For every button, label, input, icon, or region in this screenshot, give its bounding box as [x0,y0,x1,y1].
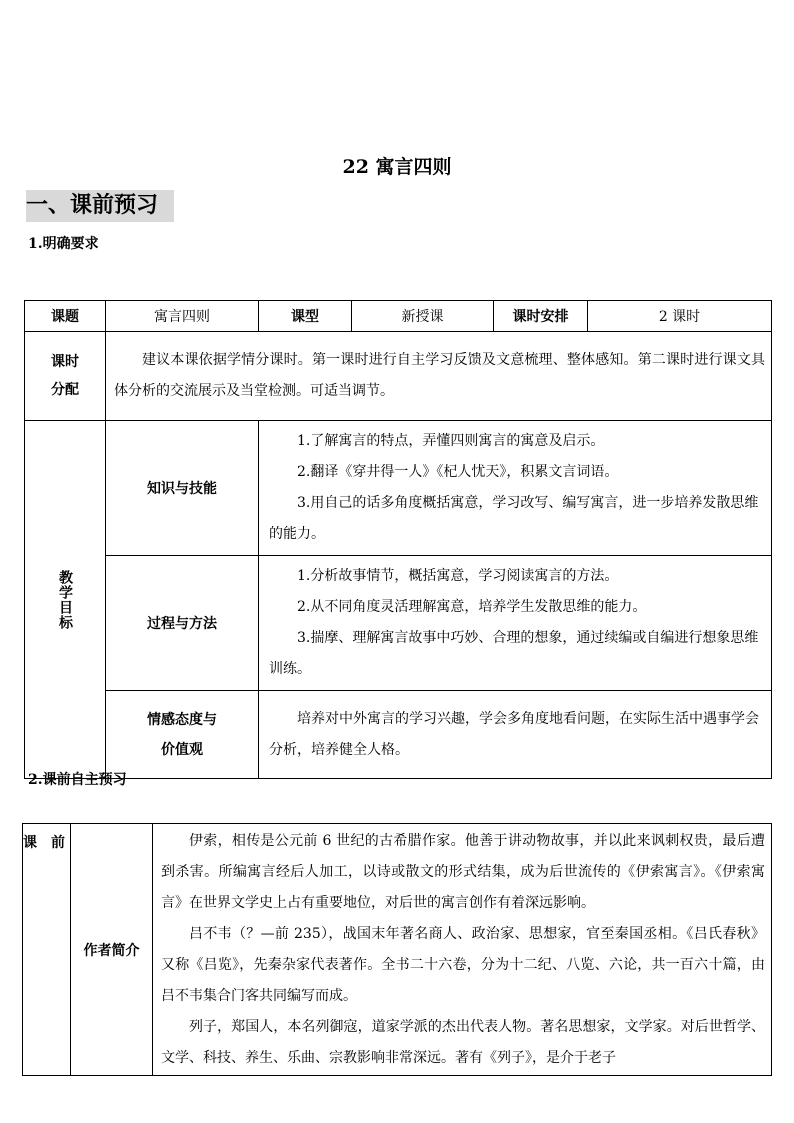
table-row-goal-process [25,556,772,691]
cell-author-category: 作者简介 [71,824,153,1076]
cell-schedule-value: 2 课时 [588,301,772,332]
goal-item: 3.用自己的话多角度概括寓意，学习改写、编写寓言，进一步培养发散思维的能力。 [269,495,759,542]
goal-item: 培养对中外寓言的学习兴趣，学会多角度地看问题，在实际生活中遇事学会分析，培养健全人格。 [269,710,759,758]
cell-goal-category-process: 过程与方法 [106,556,259,691]
cell-topic-value: 寓言四则 [106,301,259,332]
cell-goals-label [25,421,106,779]
table-row-goal-attitude [25,691,772,779]
table-row-header [25,301,772,332]
author-paragraph: 伊索，相传是公元前 6 世纪的古希腊作家。他善于讲动物故事，并以此来讽刺权贵，最后遭到杀害。所编寓言经后人加工，以诗或散文的形式结集，成为后世流传的《伊索寓言》。《伊索寓言》在世界文学史上占有重要地位，对后世的寓言创作有着深远影响。 [161,833,765,911]
cell-goal-category-knowledge: 知识与技能 [106,421,259,556]
subheading-self-preview: 2.课前自主预习 [28,772,127,788]
table-row-allocation [25,332,772,421]
cell-goal-items-process [259,556,772,691]
goal-item: 2.从不同角度灵活理解寓意，培养学生发散思维的能力。 [297,599,647,615]
allocation-label-line2: 分配 [51,382,79,398]
cell-type-value: 新授课 [352,301,494,332]
table-row-goal-knowledge [25,421,772,556]
attitude-label-line2: 价值观 [161,741,203,758]
document-title: 22 寓言四则 [342,156,452,178]
cell-goal-category-attitude [106,691,259,779]
cell-allocation-label [25,332,106,421]
cell-goal-items-attitude [259,691,772,779]
cell-type-label: 课型 [259,301,352,332]
goal-item: 3.揣摩、理解寓言故事中巧妙、合理的想象，通过续编或自编进行想象思维训练。 [269,630,759,677]
cell-topic-label: 课题 [25,301,106,332]
author-paragraph: 列子，郑国人，本名列御寇，道家学派的杰出代表人物。著名思想家，文学家。对后世哲学、文学、科技、养生、乐曲、宗教影响非常深远。著有《列子》，是介于老子 [161,1019,765,1066]
table-row-author-intro [23,824,772,1076]
author-intro-table [22,823,772,1076]
cell-schedule-label: 课时安排 [494,301,588,332]
cell-side-label: 课前 [23,824,71,1076]
lesson-plan-table [24,300,772,779]
allocation-label-line1: 课时 [51,354,79,370]
goal-item: 2.翻译《穿井得一人》《杞人忧天》，积累文言词语。 [297,464,619,480]
goal-item: 1.了解寓言的特点，弄懂四则寓言的寓意及启示。 [297,433,605,449]
section-heading: 一、课前预习 [26,190,174,222]
cell-allocation-text: 建议本课依据学情分课时。第一课时进行自主学习反馈及文意梳理、整体感知。第二课时进行课文具体分析的交流展示及当堂检测。可适当调节。 [106,332,772,421]
goal-item: 1.分析故事情节，概括寓意，学习阅读寓言的方法。 [297,568,619,584]
attitude-label-line1: 情感态度与 [147,711,217,728]
subheading-requirements: 1.明确要求 [28,236,99,252]
cell-author-text [153,824,772,1076]
cell-goal-items-knowledge [259,421,772,556]
goals-label-text: 教学目标 [57,569,73,630]
author-paragraph: 吕不韦（？—前 235），战国末年著名商人、政治家、思想家，官至秦国丞相。《吕氏春秋》又称《吕览》，先秦杂家代表著作。全书二十六卷，分为十二纪、八览、六论，共一百六十篇，由吕不韦集合门客共同编写而成。 [161,926,765,1004]
